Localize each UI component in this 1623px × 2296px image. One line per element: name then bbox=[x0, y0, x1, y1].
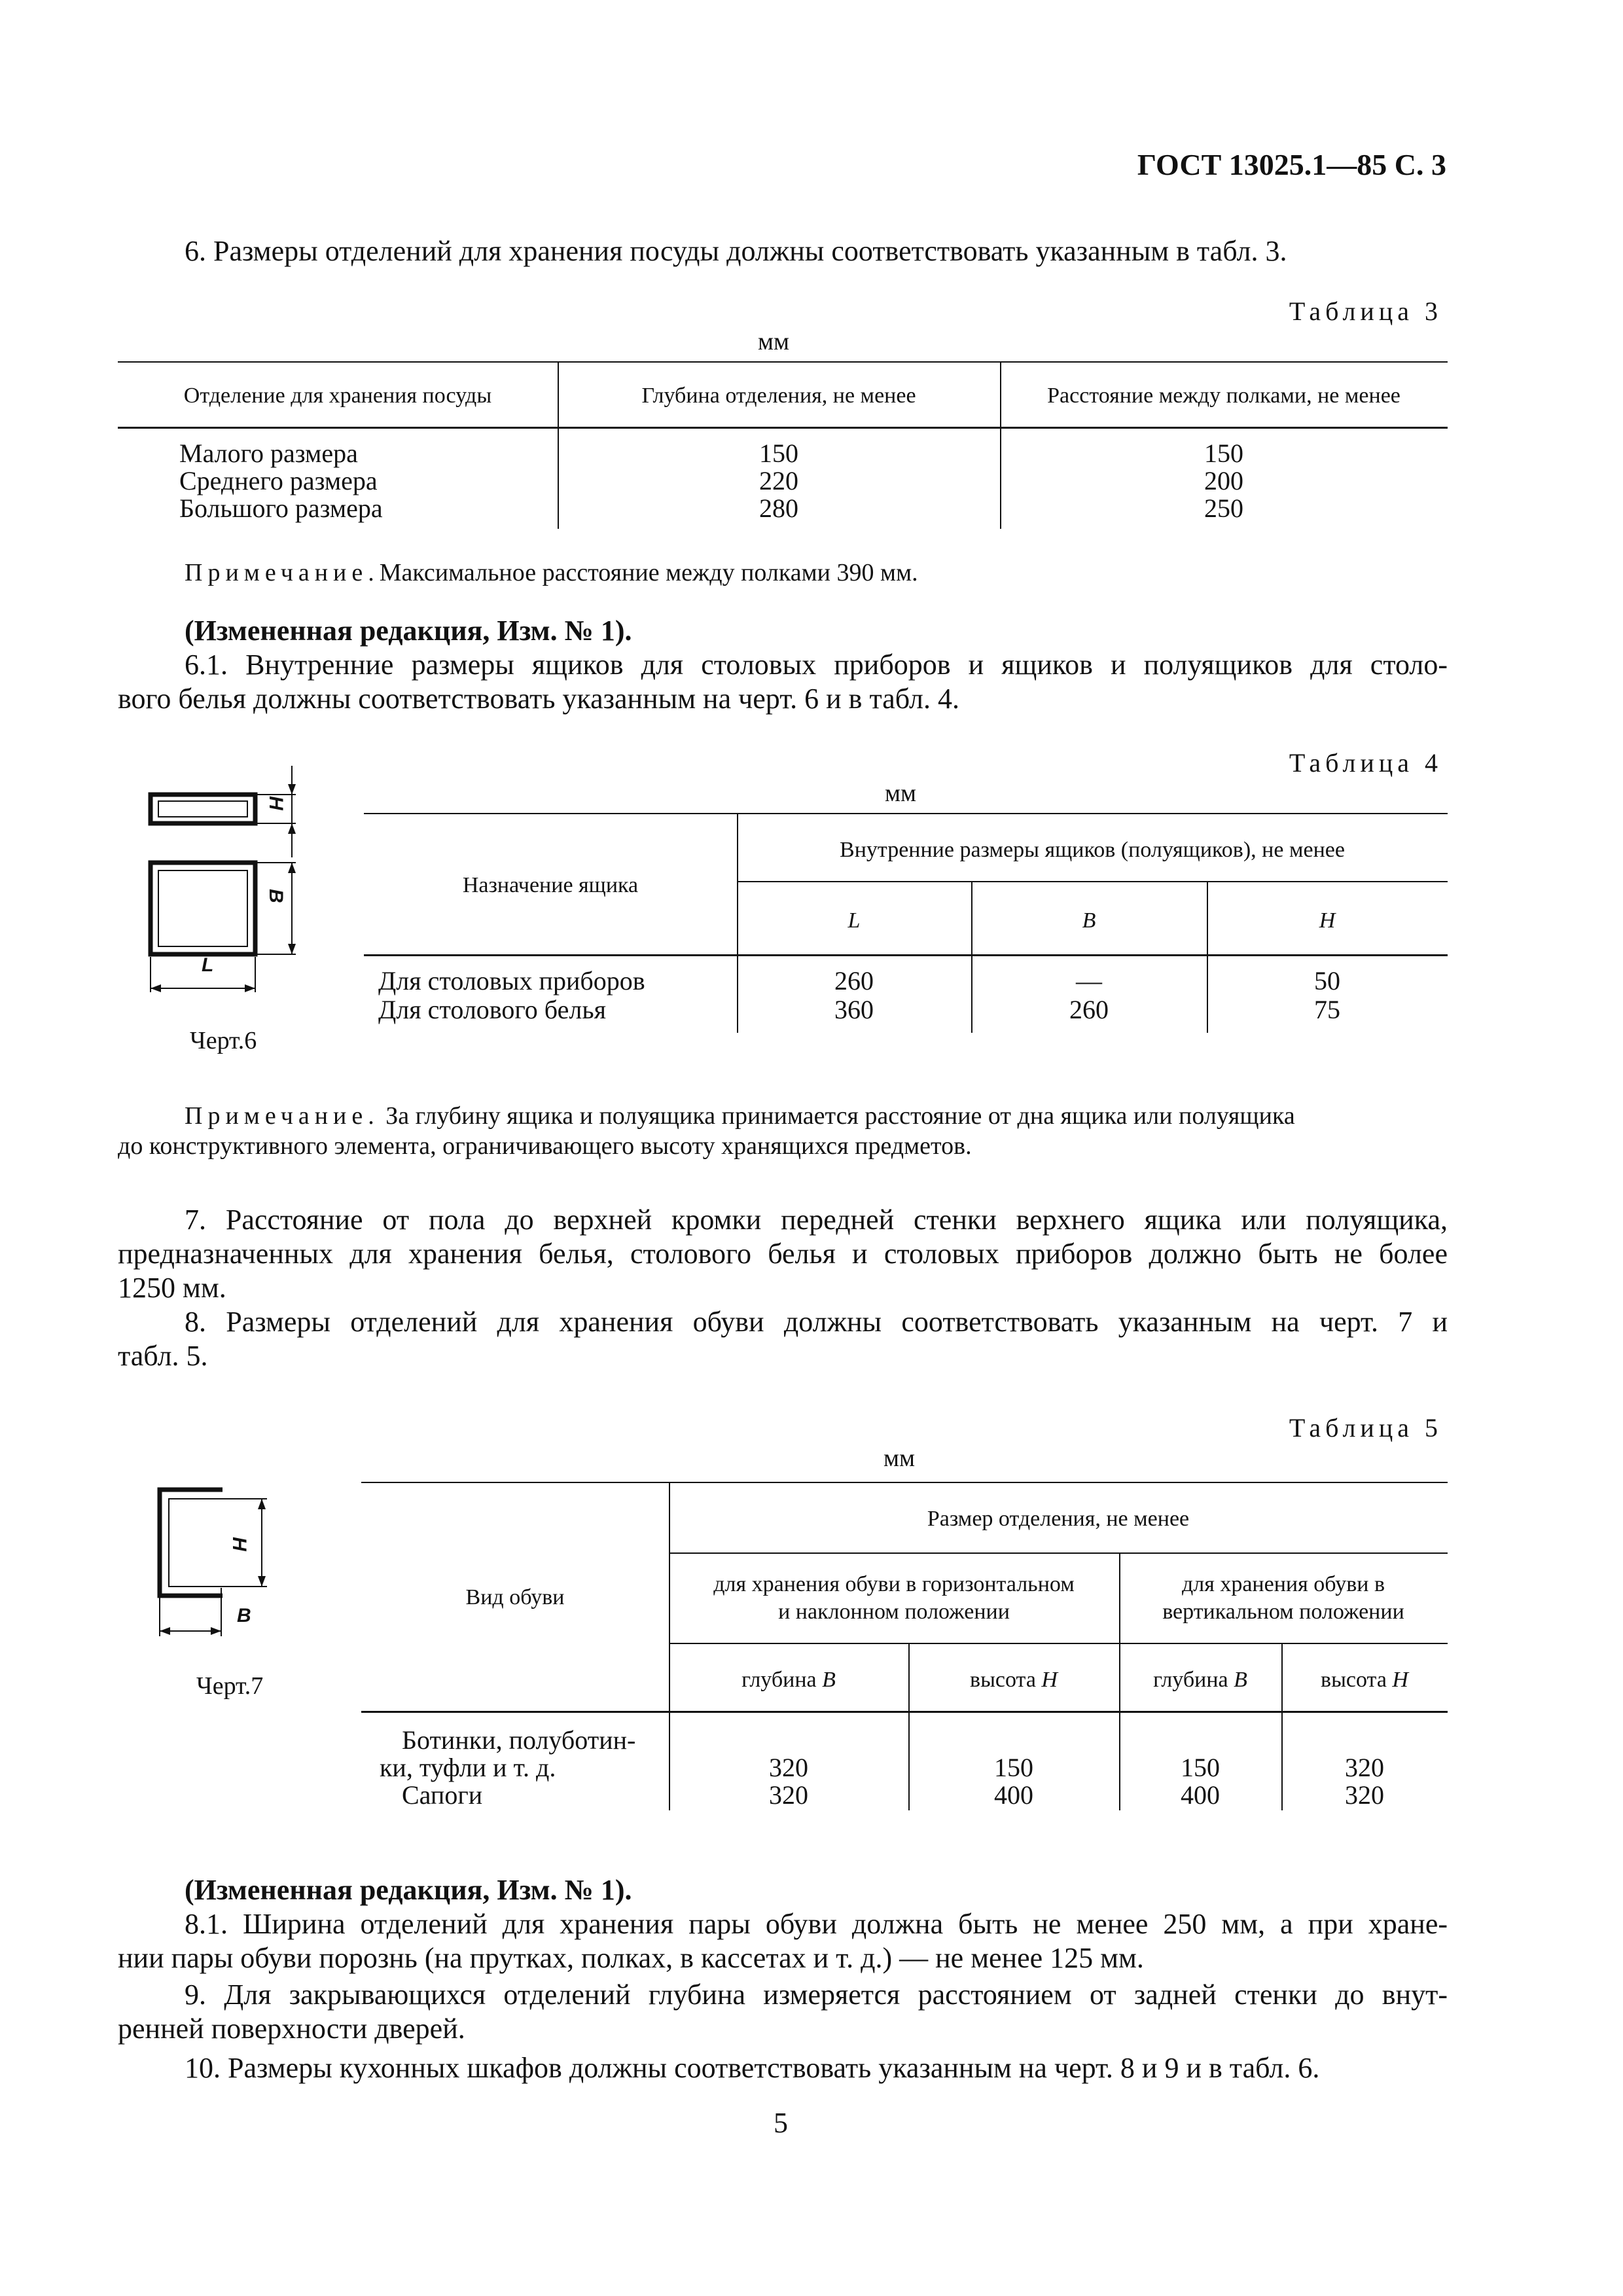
table-3-unit: мм bbox=[758, 328, 790, 355]
figure-7-label-b: B bbox=[237, 1605, 251, 1626]
figure-6-caption: Черт.6 bbox=[190, 1027, 257, 1054]
table-4-row-2-l: 360 bbox=[834, 995, 874, 1024]
table-5-header-col-2: высота H bbox=[970, 1668, 1058, 1692]
table-5-subgroup-rule bbox=[669, 1643, 1448, 1644]
table-5-row-1-name-line-1: Ботинки, полуботин- bbox=[402, 1725, 636, 1755]
table-5-row-1-val-2: 150 bbox=[994, 1753, 1033, 1782]
table-4-note bbox=[118, 1101, 1448, 1131]
table-4-row-2-b: 260 bbox=[1069, 995, 1109, 1024]
table-5-top-rule bbox=[361, 1482, 1448, 1483]
paragraph-10: 10. Размеры кухонных шкафов должны соответствовать указанным на черт. 8 и 9 и в табл. 6. bbox=[185, 2052, 1320, 2084]
table-4-label: Таблица 4 bbox=[1289, 748, 1442, 778]
table-4-note-label: Примечание. bbox=[185, 1102, 380, 1130]
table-3-row-1-shelf: 150 bbox=[1204, 439, 1243, 468]
table-5-row-1-val-3: 150 bbox=[1181, 1753, 1220, 1782]
table-5-row-2-val-4: 320 bbox=[1345, 1780, 1384, 1810]
paragraph-8-line-1: 8. Размеры отделений для хранения обуви должны соответствовать указанным на черт. 7 и bbox=[185, 1306, 1448, 1338]
paragraph-8-line-2: табл. 5. bbox=[118, 1340, 208, 1372]
figure-7-label-h: H bbox=[228, 1537, 250, 1551]
figure-6-label-h: H bbox=[264, 796, 287, 810]
table-5-header-horizontal-line-1: для хранения обуви в горизонтальном bbox=[713, 1572, 1075, 1596]
figure-6-label-b: B bbox=[264, 889, 287, 903]
table-4-row-1-b: — bbox=[1076, 966, 1102, 996]
paragraph-9-line-1: 9. Для закрывающихся отделений глубина измеряется расстоянием от задней стенки до внут- bbox=[185, 1979, 1448, 2011]
table-4-note-line-2: до конструктивного элемента, ограничивающего высоту хранящихся предметов. bbox=[118, 1132, 972, 1160]
table-3-header-depth: Глубина отделения, не менее bbox=[641, 384, 916, 408]
table-5-row-2-val-2: 400 bbox=[994, 1780, 1033, 1810]
table-5-header-col-4: высота H bbox=[1321, 1668, 1408, 1692]
table-5-header-vertical-line-2: вертикальном положении bbox=[1162, 1600, 1404, 1624]
table-3-header-compartment: Отделение для хранения посуды bbox=[183, 384, 492, 408]
table-4-header-l: L bbox=[847, 908, 861, 933]
page-number: 5 bbox=[774, 2107, 788, 2139]
figure-6-label-l: L bbox=[202, 954, 214, 976]
page-header: ГОСТ 13025.1—85 С. 3 bbox=[1137, 148, 1446, 181]
table-3-row-3-name: Большого размера bbox=[179, 493, 383, 523]
table-5-unit: мм bbox=[883, 1444, 916, 1472]
paragraph-8-1-line-1: 8.1. Ширина отделений для хранения пары обуви должна быть не менее 250 мм, а при хране- bbox=[185, 1908, 1448, 1940]
paragraph-7-line-1: 7. Расстояние от пола до верхней кромки передней стенки верхнего ящика или полуящика, bbox=[185, 1204, 1448, 1236]
revision-note-2: (Измененная редакция, Изм. № 1). bbox=[185, 1874, 632, 1906]
table-3-row-2-name: Среднего размера bbox=[179, 466, 378, 495]
table-5-header-shoe-type: Вид обуви bbox=[465, 1585, 565, 1609]
table-5-row-2-name: Сапоги bbox=[402, 1780, 483, 1810]
paragraph-6: 6. Размеры отделений для хранения посуды должны соответствовать указанным в табл. 3. bbox=[185, 235, 1287, 267]
table-5-header-rule bbox=[361, 1711, 1448, 1713]
table-3-row-3-depth: 280 bbox=[759, 493, 798, 523]
table-5-header-vertical-line-1: для хранения обуви в bbox=[1181, 1572, 1385, 1596]
table-4-row-2-h: 75 bbox=[1314, 995, 1340, 1024]
table-5-group-rule bbox=[669, 1552, 1448, 1554]
table-5-header-group: Размер отделения, не менее bbox=[927, 1507, 1190, 1531]
table-4-note-line-1: За глубину ящика и полуящика принимается расстояние от дна ящика или полуящика bbox=[385, 1102, 1295, 1130]
table-5-row-2-val-1: 320 bbox=[769, 1780, 808, 1810]
table-5-row-1-val-1: 320 bbox=[769, 1753, 808, 1782]
table-5-header-col-3: глубина B bbox=[1153, 1668, 1247, 1692]
table-3-header-rule bbox=[118, 427, 1448, 429]
table-4-header-b: B bbox=[1082, 908, 1096, 933]
table-4-group-rule bbox=[737, 881, 1448, 882]
table-5-row-2-val-3: 400 bbox=[1181, 1780, 1220, 1810]
table-3-top-rule bbox=[118, 361, 1448, 363]
paragraph-8-1-line-2: нии пары обуви порознь (на прутках, полках, в кассетах и т. д.) — не менее 125 мм. bbox=[118, 1942, 1144, 1974]
figure-7-drawing bbox=[151, 1479, 281, 1649]
figure-7-caption: Черт.7 bbox=[196, 1672, 264, 1700]
table-5-row-1-val-4: 320 bbox=[1345, 1753, 1384, 1782]
table-3-note-text: Максимальное расстояние между полками 390 мм. bbox=[379, 559, 918, 586]
table-3-row-2-shelf: 200 bbox=[1204, 466, 1243, 495]
table-3-header-shelf-distance: Расстояние между полками, не менее bbox=[1047, 384, 1400, 408]
table-3-row-3-shelf: 250 bbox=[1204, 493, 1243, 523]
table-3-row-1-depth: 150 bbox=[759, 439, 798, 468]
paragraph-7-line-2: предназначенных для хранения белья, столового белья и столовых приборов должно быть не более bbox=[118, 1238, 1448, 1270]
table-3-note bbox=[185, 558, 918, 588]
paragraph-7-line-3: 1250 мм. bbox=[118, 1272, 226, 1304]
table-5-header-horizontal-line-2: и наклонном положении bbox=[778, 1600, 1010, 1624]
table-4-row-1-name: Для столовых приборов bbox=[378, 966, 645, 996]
table-4-top-rule bbox=[364, 813, 1448, 814]
table-3-row-1-name: Малого размера bbox=[179, 439, 358, 468]
table-4-row-1-l: 260 bbox=[834, 966, 874, 996]
figure-6-drawing bbox=[144, 753, 314, 1008]
table-4-header-h: H bbox=[1319, 908, 1336, 933]
table-4-row-1-h: 50 bbox=[1314, 966, 1340, 996]
paragraph-9-line-2: ренней поверхности дверей. bbox=[118, 2013, 465, 2045]
table-5-row-1-name-line-2: ки, туфли и т. д. bbox=[380, 1753, 556, 1782]
revision-note-1: (Измененная редакция, Изм. № 1). bbox=[185, 615, 632, 647]
paragraph-6-1-line-1: 6.1. Внутренние размеры ящиков для столовых приборов и ящиков и полуящиков для столо- bbox=[185, 649, 1448, 681]
table-4-header-rule bbox=[364, 954, 1448, 956]
paragraph-6-1-line-2: вого белья должны соответствовать указанным на черт. 6 и в табл. 4. bbox=[118, 683, 959, 715]
table-4-header-purpose: Назначение ящика bbox=[462, 873, 639, 897]
table-4-unit: мм bbox=[885, 780, 917, 807]
table-5-label: Таблица 5 bbox=[1289, 1413, 1442, 1443]
table-5-header-col-1: глубина B bbox=[741, 1668, 836, 1692]
table-3-row-2-depth: 220 bbox=[759, 466, 798, 495]
table-4-header-group: Внутренние размеры ящиков (полуящиков), не менее bbox=[840, 838, 1345, 862]
table-3-label: Таблица 3 bbox=[1289, 296, 1442, 326]
table-4-row-2-name: Для столового белья bbox=[378, 995, 606, 1024]
table-3-note-label: Примечание. bbox=[185, 559, 380, 586]
